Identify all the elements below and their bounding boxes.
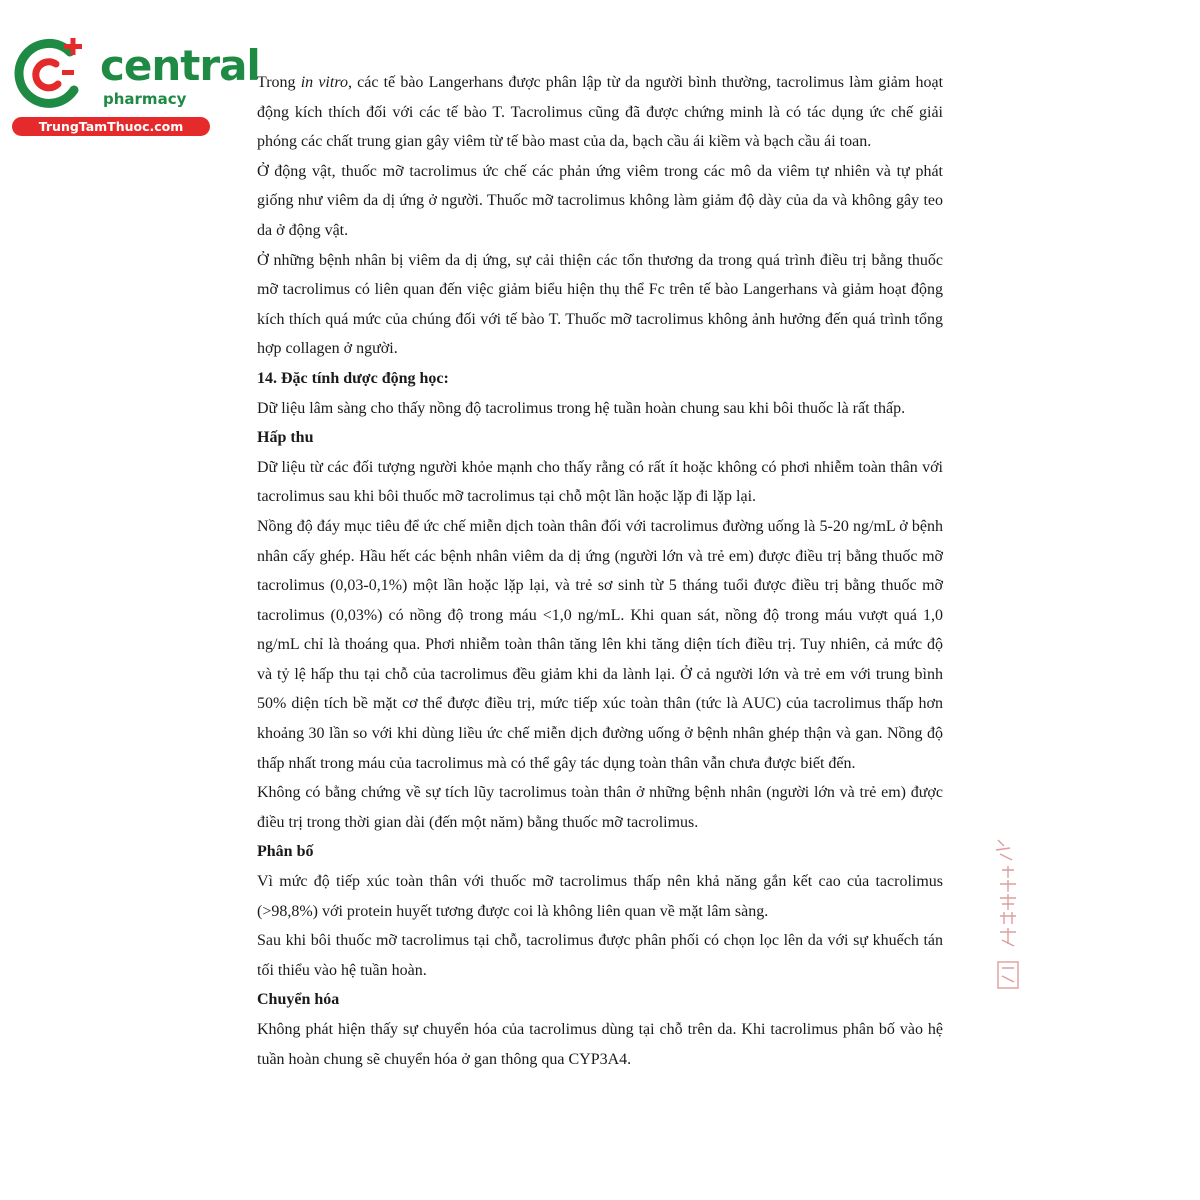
paragraph-3: Ở những bệnh nhân bị viêm da dị ứng, sự cải thiện các tổn thương da trong quá trình điều trị bằng thuốc mỡ tacrolimus có liên quan đến việc giảm biểu hiện thụ thể Fc trên tế bào Langerhans và giảm hoạt động kích thích quá mức của chúng đối với tế bào T. Thuốc mỡ tacrolimus không ảnh hưởng đến quá trình tổng hợp collagen ở người. (257, 251, 943, 358)
section-heading-14: 14. Đặc tính dược động học: (257, 369, 449, 387)
subheading-metabolism: Chuyển hóa (257, 991, 340, 1009)
central-logo-mark-icon (12, 38, 88, 110)
logo-website-badge: TrungTamThuoc.com (12, 117, 210, 136)
paragraph-7: Không có bằng chứng về sự tích lũy tacrolimus toàn thân ở những bệnh nhân (người lớn và trẻ em) được điều trị trong thời gian dài (đến một năm) bằng thuốc mỡ tacrolimus. (257, 784, 943, 831)
logo-brand-text: central (100, 41, 260, 90)
document-body (257, 68, 943, 1074)
paragraph-2: Ở động vật, thuốc mỡ tacrolimus ức chế các phản ứng viêm trong các mô da viêm tự nhiên và tự phát giống như viêm da dị ứng ở người. Thuốc mỡ tacrolimus không làm giảm độ dày của da và không gây teo da ở động vật. (257, 162, 943, 239)
subheading-absorption: Hấp thu (257, 429, 314, 447)
paragraph-4: Dữ liệu lâm sàng cho thấy nồng độ tacrolimus trong hệ tuần hoàn chung sau khi bôi thuốc là rất thấp. (257, 399, 906, 417)
paragraph-1 (257, 68, 943, 157)
subheading-distribution: Phân bố (257, 843, 314, 861)
paragraph-1-prefix: Trong (257, 74, 301, 91)
margin-stamp-icon (990, 836, 1024, 996)
paragraph-1-rest: , các tế bào Langerhans được phân lập từ da người bình thường, tacrolimus làm giảm hoạt động kích thích đối với các tế bào T. Tacrolimus cũng đã được chứng minh là có tác dụng ức chế giải phóng các chất trung gian gây viêm từ tế bào mast của da, bạch cầu ái kiềm và bạch cầu ái toan. (257, 74, 944, 151)
paragraph-10: Không phát hiện thấy sự chuyển hóa của tacrolimus dùng tại chỗ trên da. Khi tacrolimus phân bố vào hệ tuần hoàn chung sẽ chuyển hóa ở gan thông qua CYP3A4. (257, 1021, 943, 1068)
paragraph-1-italic: in vitro (300, 74, 348, 91)
central-pharmacy-logo (12, 38, 260, 138)
paragraph-8: Vì mức độ tiếp xúc toàn thân với thuốc mỡ tacrolimus thấp nên khả năng gắn kết cao của tacrolimus (>98,8%) với protein huyết tương được coi là không liên quan về mặt lâm sàng. (257, 873, 943, 920)
paragraph-5: Dữ liệu từ các đối tượng người khỏe mạnh cho thấy rằng có rất ít hoặc không có phơi nhiễm toàn thân với tacrolimus sau khi bôi thuốc mỡ tacrolimus tại chỗ một lần hoặc lặp đi lặp lại. (257, 458, 943, 506)
paragraph-6: Nồng độ đáy mục tiêu để ức chế miễn dịch toàn thân đối với tacrolimus đường uống là 5-20 ng/mL ở bệnh nhân cấy ghép. Hầu hết các bệnh nhân viêm da dị ứng (người lớn và trẻ em) được điều trị bằng thuốc mỡ tacrolimus (0,03-0,1%) một lần hoặc lặp lại, và trẻ sơ sinh từ 5 tháng tuổi được điều trị bằng thuốc mỡ tacrolimus (0,03%) có nồng độ trong máu <1,0 ng/mL. Khi quan sát, nồng độ trong máu vượt quá 1,0 ng/mL chỉ là thoáng qua. Phơi nhiễm toàn thân tăng lên khi tăng diện tích điều trị. Tuy nhiên, cả mức độ và tỷ lệ hấp thu tại chỗ của tacrolimus đều giảm khi da lành lại. Ở cả người lớn và trẻ em với trung bình 50% diện tích bề mặt cơ thể được điều trị, mức tiếp xúc toàn thân (tức là AUC) của tacrolimus thấp hơn khoảng 30 lần so với khi dùng liều ức chế miễn dịch đường uống ở bệnh nhân ghép thận và gan. Nồng độ thấp nhất trong máu của tacrolimus mà có thể gây tác dụng toàn thân vẫn chưa được biết đến. (257, 517, 943, 772)
logo-sub-text: pharmacy (103, 90, 187, 108)
paragraph-9: Sau khi bôi thuốc mỡ tacrolimus tại chỗ, tacrolimus được phân phối có chọn lọc lên da với sự khuếch tán tối thiểu vào hệ tuần hoàn. (257, 932, 943, 979)
